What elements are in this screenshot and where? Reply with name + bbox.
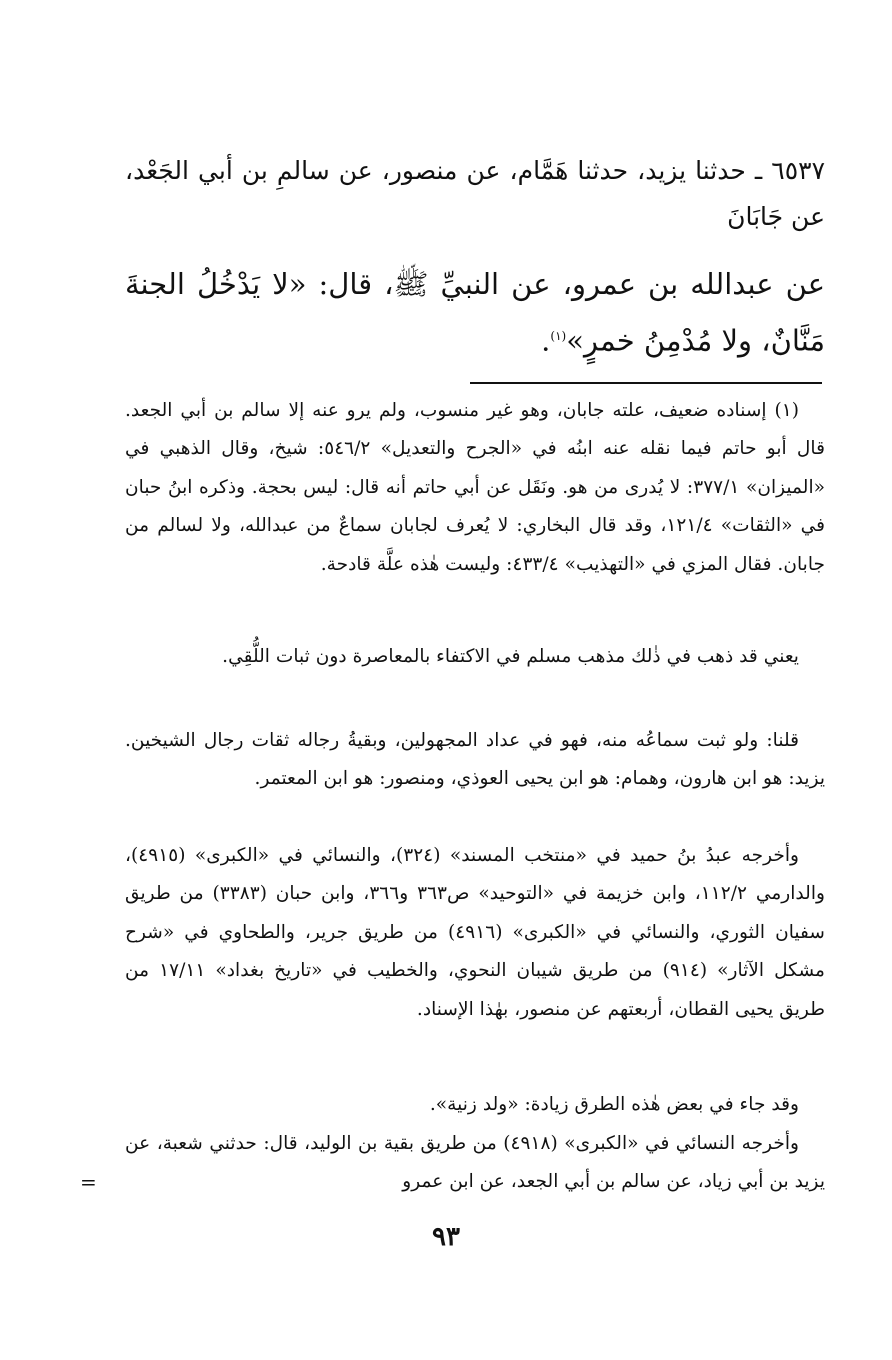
footnote-6 (125, 1125, 825, 1202)
footnote-separator (470, 382, 822, 384)
footnote-paragraph: وأخرجه النسائي في «الكبرى» (٤٩١٨) من طريق بقية بن الوليد، قال: حدثني شعبة، عن يزيد بن أبي زياد، عن سالم بن أبي الجعد، عن ابن عمرو (125, 1133, 825, 1193)
hadith-isnad: ٦٥٣٧ ـ حدثنا يزيد، حدثنا هَمَّام، عن منصور، عن سالمِ بن أبي الجَعْد، عن جَابَانَ (125, 156, 825, 231)
footnote-paragraph: وقد جاء في بعض هٰذه الطرق زيادة: «ولد زنية». (429, 1094, 799, 1115)
continuation-mark: = (80, 1170, 97, 1194)
footnote-paragraph: يعني قد ذهب في ذٰلك مذهب مسلم في الاكتفاء بالمعاصرة دون ثبات اللُّقِي. (222, 646, 799, 667)
hadith-matn (125, 258, 825, 367)
footnote-2 (125, 638, 825, 676)
footnote-paragraph: وأخرجه عبدُ بنُ حميد في «منتخب المسند» (٣٢٤)، والنسائي في «الكبرى» (٤٩١٥)، والدارمي ١١٢/٢، وابن خزيمة في «التوحيد» ص٣٦٣ و٣٦٦، وابن حبان (٣٣٨٣) من طريق سفيان الثوري، والنسائي في «الكبرى» (٤٩١٦) من طريق جرير، والطحاوي في «شرح مشكل الآثار» (٩١٤) من طريق شيبان النحوي، والخطيب في «تاريخ بغداد» ١٧/١١ من طريق يحيى القطان، أربعتهم عن منصور، بهٰذا الإسناد. (125, 845, 825, 1020)
footnote-4 (125, 837, 825, 1029)
hadith-matn-text: عن عبدالله بن عمرو، عن النبيِّ ﷺ، قال: «لا يَدْخُلُ الجنةَ مَنَّانٌ، ولا مُدْمِنُ خمرٍ» (125, 267, 825, 358)
footnote-paragraph: (١) إسناده ضعيف، علته جابان، وهو غير منسوب، ولم يرو عنه إلا سالم بن أبي الجعد. قال أبو حاتم فيما نقله عنه ابنُه في «الجرح والتعديل» ٥٤٦/٢: شيخ، وقال الذهبي في «الميزان» ٣٧٧/١: لا يُدرى من هو. ونَقَل عن أبي حاتم أنه قال: ليس بحجة. وذكره ابنُ حبان في «الثقات» ١٢١/٤، وقد قال البخاري: لا يُعرف لجابان سماعٌ من عبدالله، ولا لسالم من جابان. فقال المزي في «التهذيب» ٤٣٣/٤: وليست هٰذه علَّة قادحة. (125, 400, 825, 575)
footnote-5 (125, 1086, 825, 1124)
page-number: ٩٣ (432, 1222, 460, 1252)
matn-period: . (541, 323, 551, 358)
footnote-3 (125, 722, 825, 799)
footnote-marker: (١) (550, 329, 567, 343)
footnote-paragraph: قلنا: ولو ثبت سماعُه منه، فهو في عداد المجهولين، وبقيةُ رجاله ثقات رجال الشيخين. يزيد: هو ابن هارون، وهمام: هو ابن يحيى العوذي، ومنصور: هو ابن المعتمر. (125, 730, 825, 790)
footnote-1 (125, 392, 825, 584)
